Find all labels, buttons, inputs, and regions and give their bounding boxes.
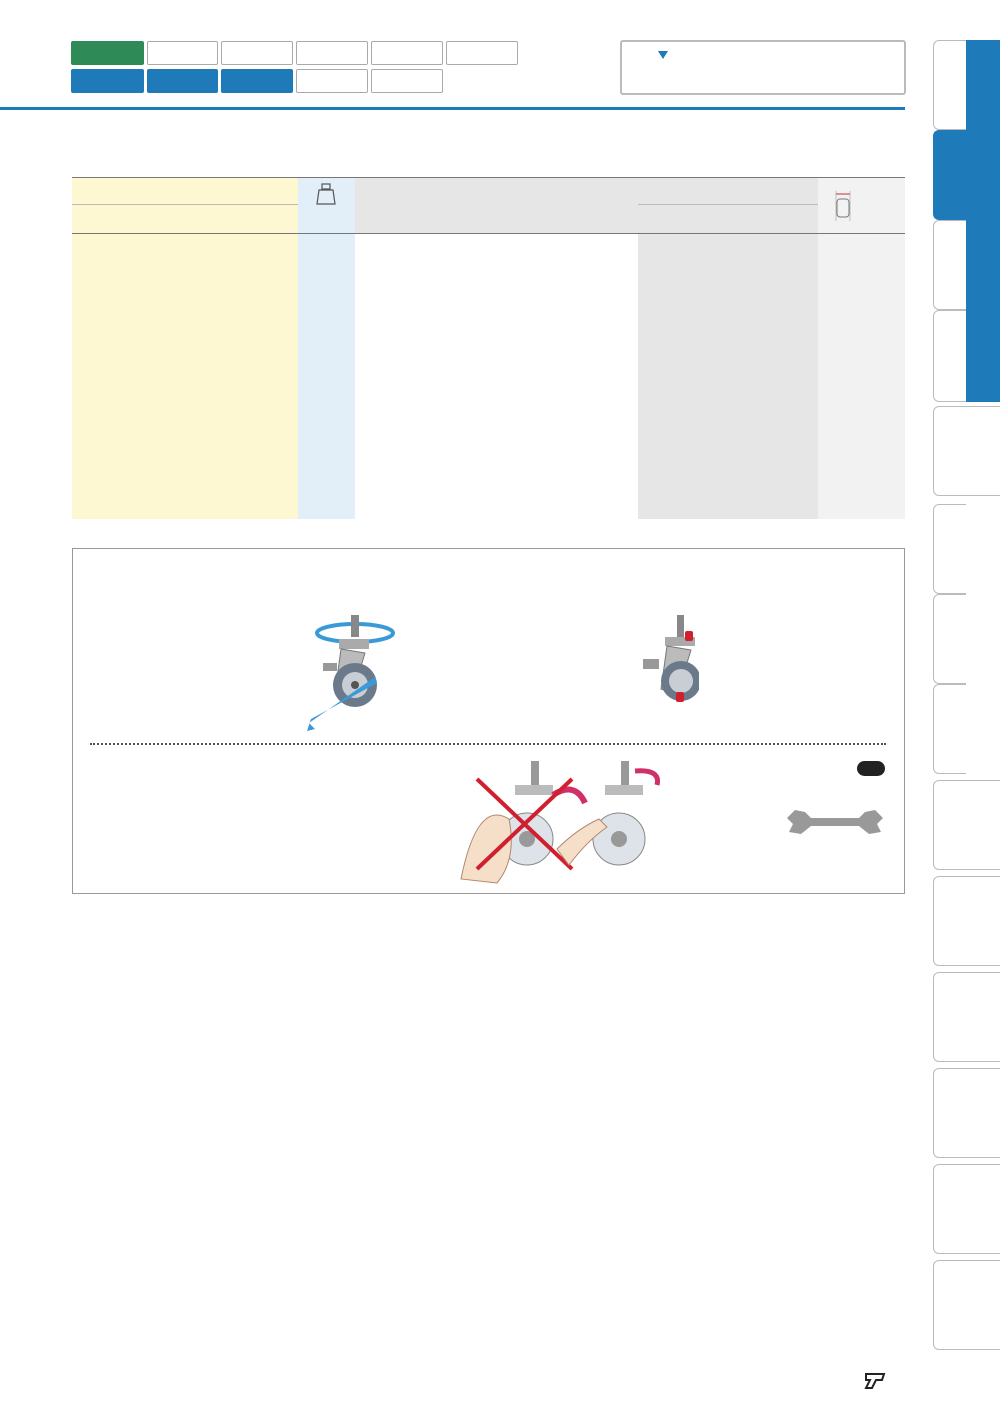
spanner-icon	[783, 804, 887, 845]
hdr-split-wheelcode	[638, 204, 818, 205]
header-bottom-line	[72, 233, 905, 234]
tab-high-grade[interactable]	[933, 406, 1000, 496]
col-bg-tread	[818, 177, 905, 519]
tab-interior[interactable]	[933, 876, 1000, 966]
tag-rohs	[71, 41, 144, 65]
tab-insert-stem-2[interactable]	[933, 684, 966, 774]
pressed-steel-band	[966, 40, 1000, 402]
free-caster-illustration	[305, 613, 405, 736]
lock-icon-top	[685, 631, 693, 641]
info-box	[72, 548, 905, 894]
tab-threaded-stem[interactable]	[933, 130, 966, 220]
tag-towing	[371, 69, 443, 93]
tag-front-stopper	[221, 69, 293, 93]
table-top-line	[72, 177, 905, 178]
tag-side-stopper	[221, 41, 293, 65]
tag-low-fit	[296, 41, 368, 65]
tab-insert-stem[interactable]	[933, 220, 966, 310]
tab-quiet-cushion[interactable]	[933, 780, 1000, 870]
tab-new-products[interactable]	[933, 1260, 1000, 1350]
weight-icon	[316, 183, 336, 205]
caution-illustration	[457, 759, 677, 889]
load-marker-icon	[658, 51, 668, 59]
col-bg-wheels-hdr	[355, 177, 638, 234]
tab-expanding-stem[interactable]	[933, 310, 966, 402]
tag-high-grade	[371, 41, 443, 65]
dotted-divider	[90, 743, 886, 745]
tag-twin-wheel	[446, 41, 518, 65]
tag-total-lock	[147, 69, 218, 93]
tag-switch	[296, 69, 368, 93]
hdr-split-product	[72, 204, 298, 205]
header-divider	[0, 107, 905, 110]
tag-pressed-steel	[71, 69, 144, 93]
lock-icon-bottom	[676, 692, 684, 702]
tread-icon	[833, 191, 853, 228]
tab-threaded-stem-2[interactable]	[933, 594, 966, 684]
tab-top-plate-2[interactable]	[933, 504, 966, 594]
footer-logo-icon	[864, 1372, 886, 1395]
tag-wheel-brake	[147, 41, 218, 65]
col-bg-load	[298, 177, 355, 519]
col-bg-product	[72, 177, 298, 519]
tab-medical[interactable]	[933, 972, 1000, 1062]
tab-floor-locks[interactable]	[933, 1068, 1000, 1158]
spanner-page-badge	[857, 761, 885, 776]
load-capacity-indicator	[620, 40, 906, 95]
col-bg-wheelcode	[638, 177, 818, 519]
tab-top-plate[interactable]	[933, 40, 966, 130]
tab-wheels[interactable]	[933, 1164, 1000, 1254]
locked-caster-illustration	[639, 613, 699, 718]
